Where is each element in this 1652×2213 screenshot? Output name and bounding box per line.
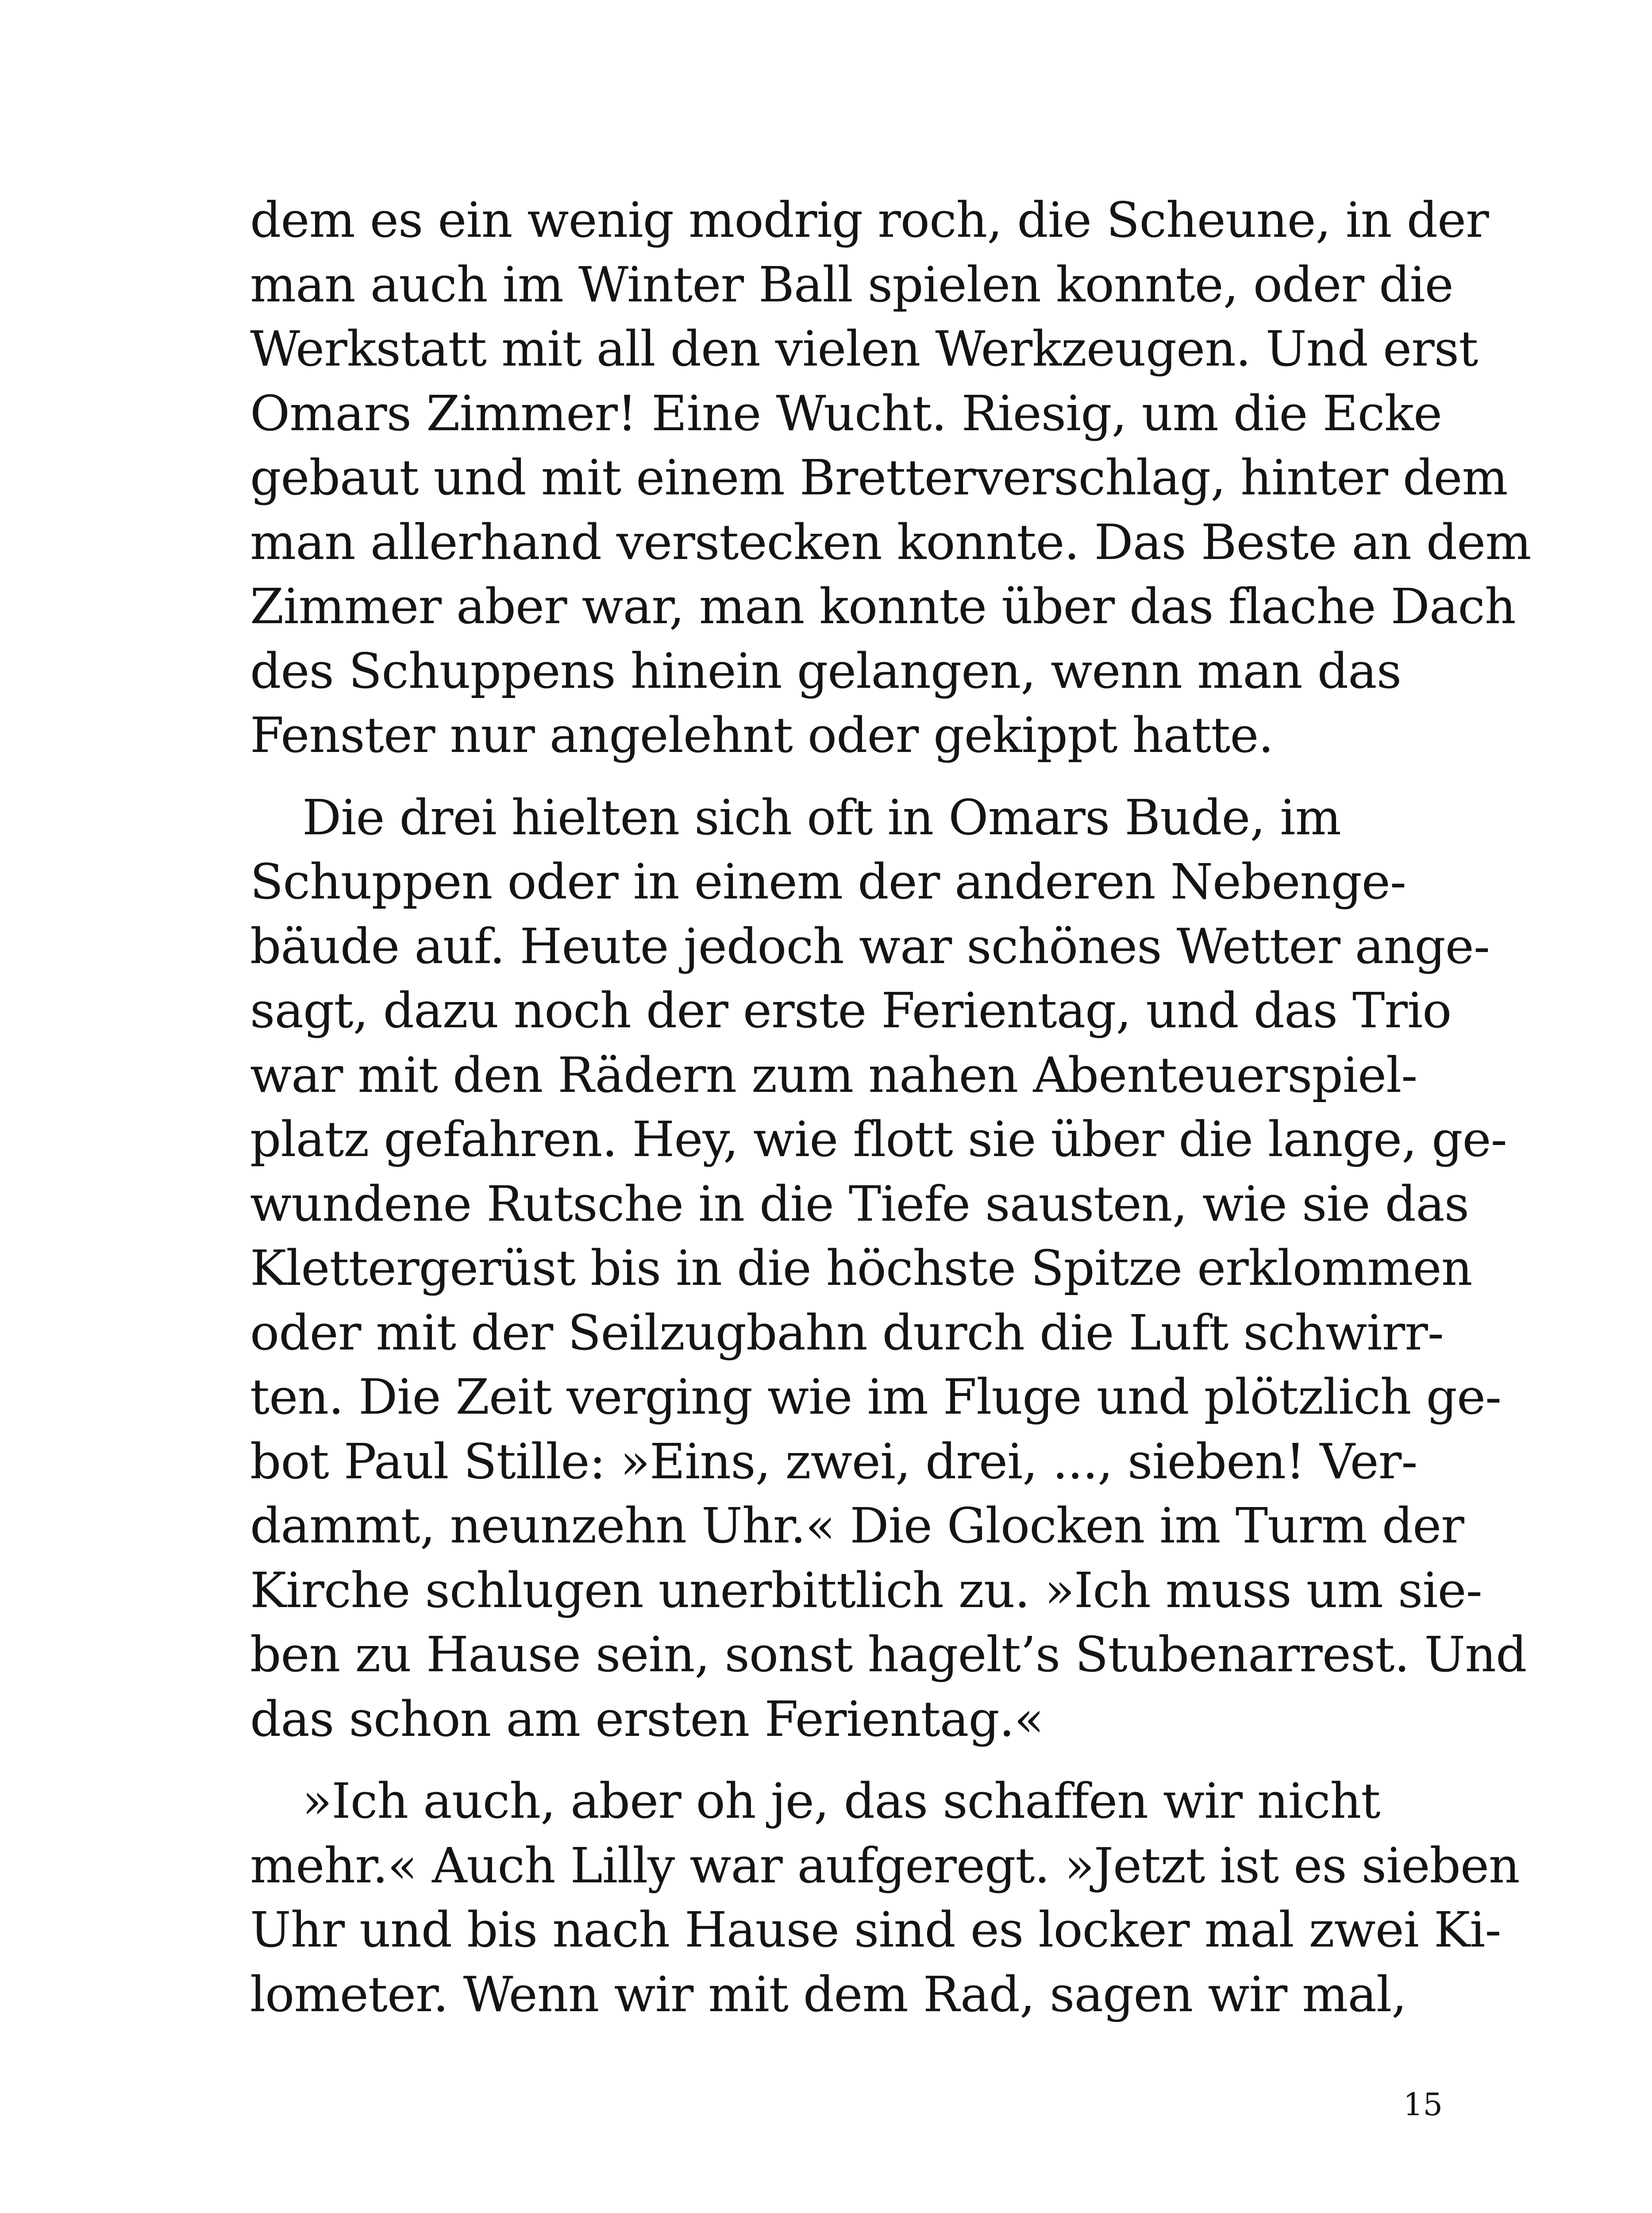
text-line: Werkstatt mit all den vielen Werkzeugen. Und erst bbox=[250, 320, 1478, 377]
paragraph-spacer bbox=[250, 1751, 1445, 1769]
paragraph-2 bbox=[250, 786, 1527, 1752]
text-line: ten. Die Zeit verging wie im Fluge und plötzlich ge- bbox=[250, 1369, 1502, 1425]
text-line: dammt, neunzehn Uhr.« Die Glocken im Turm der bbox=[250, 1497, 1464, 1554]
text-line: sagt, dazu noch der erste Ferientag, und das Trio bbox=[250, 982, 1452, 1039]
text-line: bot Paul Stille: »Eins, zwei, drei, ..., sieben! Ver- bbox=[250, 1433, 1417, 1490]
text-line: lometer. Wenn wir mit dem Rad, sagen wir mal, bbox=[250, 1966, 1407, 2023]
text-line: Schuppen oder in einem der anderen Nebenge- bbox=[250, 853, 1406, 910]
text-line: gebaut und mit einem Bretterverschlag, hinter dem bbox=[250, 449, 1508, 506]
text-line: Uhr und bis nach Hause sind es locker mal zwei Ki- bbox=[250, 1901, 1501, 1958]
paragraph-3 bbox=[250, 1769, 1520, 2027]
paragraph-1 bbox=[250, 188, 1531, 768]
text-line: oder mit der Seilzugbahn durch die Luft schwirr- bbox=[250, 1304, 1444, 1361]
text-line: man allerhand verstecken konnte. Das Beste an dem bbox=[250, 513, 1531, 571]
text-line: bäude auf. Heute jedoch war schönes Wetter ange- bbox=[250, 918, 1490, 975]
text-line: Kirche schlugen unerbittlich zu. »Ich muss um sie- bbox=[250, 1561, 1482, 1619]
text-line: Fenster nur angelehnt oder gekippt hatte. bbox=[250, 707, 1274, 763]
text-line: »Ich auch, aber oh je, das schaffen wir nicht bbox=[302, 1773, 1380, 1829]
paragraph-spacer bbox=[250, 768, 1445, 786]
page-number: 15 bbox=[1403, 2086, 1443, 2123]
text-line: ben zu Hause sein, sonst hagelt’s Stubenarrest. Und bbox=[250, 1626, 1527, 1683]
text-line: man auch im Winter Ball spielen konnte, oder die bbox=[250, 256, 1453, 313]
text-line: platz gefahren. Hey, wie flott sie über die lange, ge- bbox=[250, 1111, 1507, 1168]
text-line: war mit den Rädern zum nahen Abenteuerspiel- bbox=[250, 1046, 1417, 1103]
text-line: Omars Zimmer! Eine Wucht. Riesig, um die Ecke bbox=[250, 385, 1442, 442]
text-line: dem es ein wenig modrig roch, die Scheune, in der bbox=[250, 192, 1489, 248]
text-line: Zimmer aber war, man konnte über das flache Dach bbox=[250, 578, 1516, 635]
text-line: mehr.« Auch Lilly war aufgeregt. »Jetzt ist es sieben bbox=[250, 1837, 1520, 1894]
text-line: Klettergerüst bis in die höchste Spitze erklommen bbox=[250, 1240, 1472, 1296]
text-line: Die drei hielten sich oft in Omars Bude, im bbox=[302, 789, 1341, 846]
text-line: das schon am ersten Ferientag.« bbox=[250, 1690, 1044, 1747]
text-line: wundene Rutsche in die Tiefe sausten, wie sie das bbox=[250, 1175, 1469, 1232]
text-line: des Schuppens hinein gelangen, wenn man das bbox=[250, 642, 1402, 699]
body-text bbox=[250, 188, 1531, 2027]
